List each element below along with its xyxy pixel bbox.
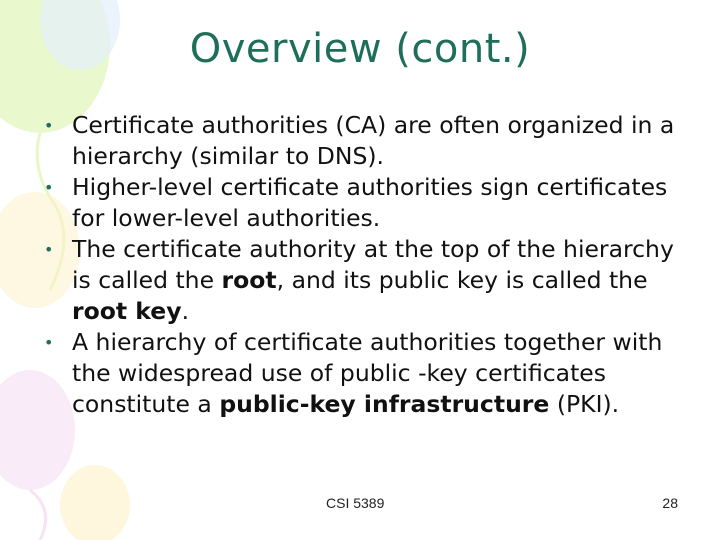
bullet-item (44, 234, 694, 327)
bullet-item (44, 172, 694, 234)
bullet-text: A hierarchy of certificate authorities together with the widespread use of public -key certificates constitute a (72, 328, 663, 418)
bullet-dot-icon: • (44, 240, 54, 259)
bullet-text: The certificate authority at the top of the hierarchy is called the (72, 235, 674, 294)
bullet-text: Certificate authorities (CA) are often organized in a hierarchy (similar to DNS). (72, 111, 675, 170)
bullet-dot-icon: • (44, 333, 54, 352)
balloon-yellow-small (60, 465, 130, 540)
bullet-emphasis: public-key infrastructure (219, 390, 550, 418)
page-number: 28 (662, 495, 678, 511)
slide-title: Overview (cont.) (189, 26, 531, 72)
footer-course-code: CSI 5389 (326, 495, 385, 511)
bullet-emphasis: root key (72, 297, 182, 325)
bullet-text: . (181, 297, 190, 325)
bullet-emphasis: root (221, 266, 277, 294)
bullet-text: , and its public key is called the (276, 266, 648, 294)
bullet-text: (PKI). (549, 390, 620, 418)
bullet-item (44, 327, 694, 420)
bullet-item (44, 110, 694, 172)
bullet-list (44, 110, 694, 420)
bullet-dot-icon: • (44, 178, 54, 197)
balloon-string-lower (30, 490, 46, 540)
bullet-dot-icon: • (44, 116, 54, 135)
bullet-text: Higher-level certificate authorities sign certificates for lower-level authorities. (72, 173, 668, 232)
